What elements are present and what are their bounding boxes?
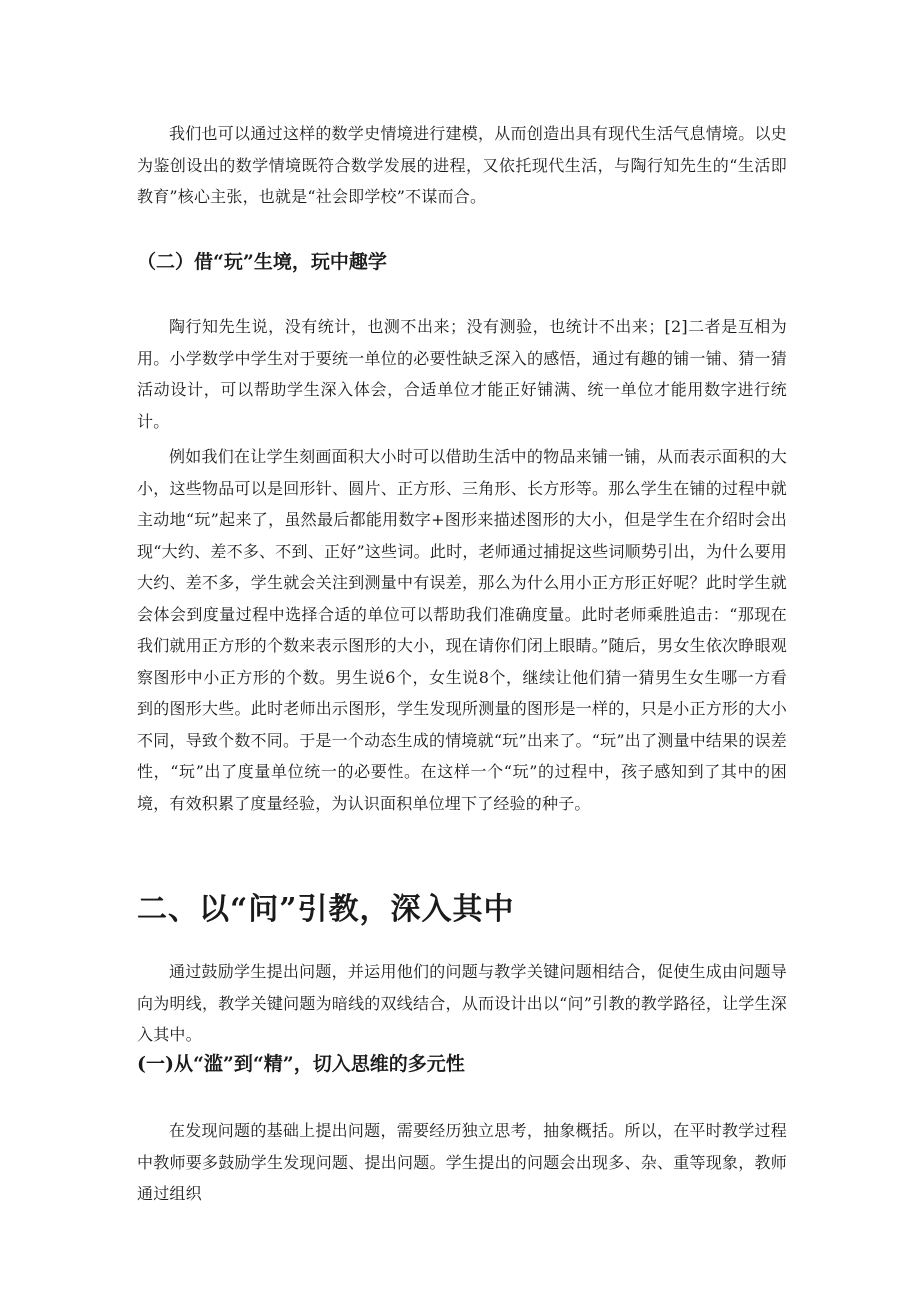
paragraph-raise-questions: 在发现问题的基础上提出问题，需要经历独立思考，抽象概括。所以，在平时教学过程中教师要多鼓励学生发现问题、提出问题。学生提出的问题会出现多、杂、重等现象，教师通过组织 (137, 1121, 787, 1203)
paragraph-math-history-context: 我们也可以通过这样的数学史情境进行建模，从而创造出具有现代生活气息情境。以史为鉴创设出的数学情境既符合数学发展的进程，又依托现代生活，与陶行知先生的“生活即教育”核心主张，也就是“社会即学校”不谋而合。 (137, 124, 787, 206)
paragraph-tao-xingzhi-statistics: 陶行知先生说，没有统计，也测不出来；没有测验，也统计不出来；[2]二者是互相为用。小学数学中学生对于要统一单位的必要性缺乏深入的感悟，通过有趣的铺一铺、猜一猜活动设计，可以帮助学生深入体会，合适单位才能正好铺满、统一单位才能用数字进行统计。 (137, 317, 787, 431)
section-heading-question: 二、以“问”引教，深入其中 (137, 892, 515, 927)
paragraph-area-example: 例如我们在让学生刻画面积大小时可以借助生活中的物品来铺一铺，从而表示面积的大小，这些物品可以是回形针、圆片、正方形、三角形、长方形等。那么学生在铺的过程中就主动地“玩”起来了，虽然最后都能用数字+图形来描述图形的大小，但是学生在介绍时会出现“大约、差不多、不到、正好”这些词。此时，老师通过捕捉这些词顺势引出，为什么要用大约、差不多，学生就会关注到测量中有误差，那么为什么用小正方形正好呢？此时学生就会体会到度量过程中选择合适的单位可以帮助我们准确度量。此时老师乘胜追击：“那现在我们就用正方形的个数来表示图形的大小，现在请你们闭上眼睛。”随后，男女生依次睁眼观察图形中小正方形的个数。男生说6个，女生说8个，继续让他们猜一猜男生女生哪一方看到的图形大些。此时老师出示图形，学生发现所测量的图形是一样的，只是小正方形的大小不同，导致个数不同。于是一个动态生成的情境就“玩”出来了。“玩”出了测量中结果的误差性，“玩”出了度量单位统一的必要性。在这样一个“玩”的过程中，孩子感知到了其中的困境，有效积累了度量经验，为认识面积单位埋下了经验的种子。 (137, 447, 787, 813)
section-heading-play: （二）借“玩”生境，玩中趣学 (137, 251, 387, 273)
paragraph-question-guided: 通过鼓励学生提出问题，并运用他们的问题与教学关键问题相结合，促使生成由问题导向为明线，教学关键问题为暗线的双线结合，从而设计出以“问”引教的教学路径，让学生深入其中。 (137, 962, 787, 1044)
section-heading-refine: (一)从“滥”到“精”，切入思维的多元性 (137, 1053, 465, 1075)
